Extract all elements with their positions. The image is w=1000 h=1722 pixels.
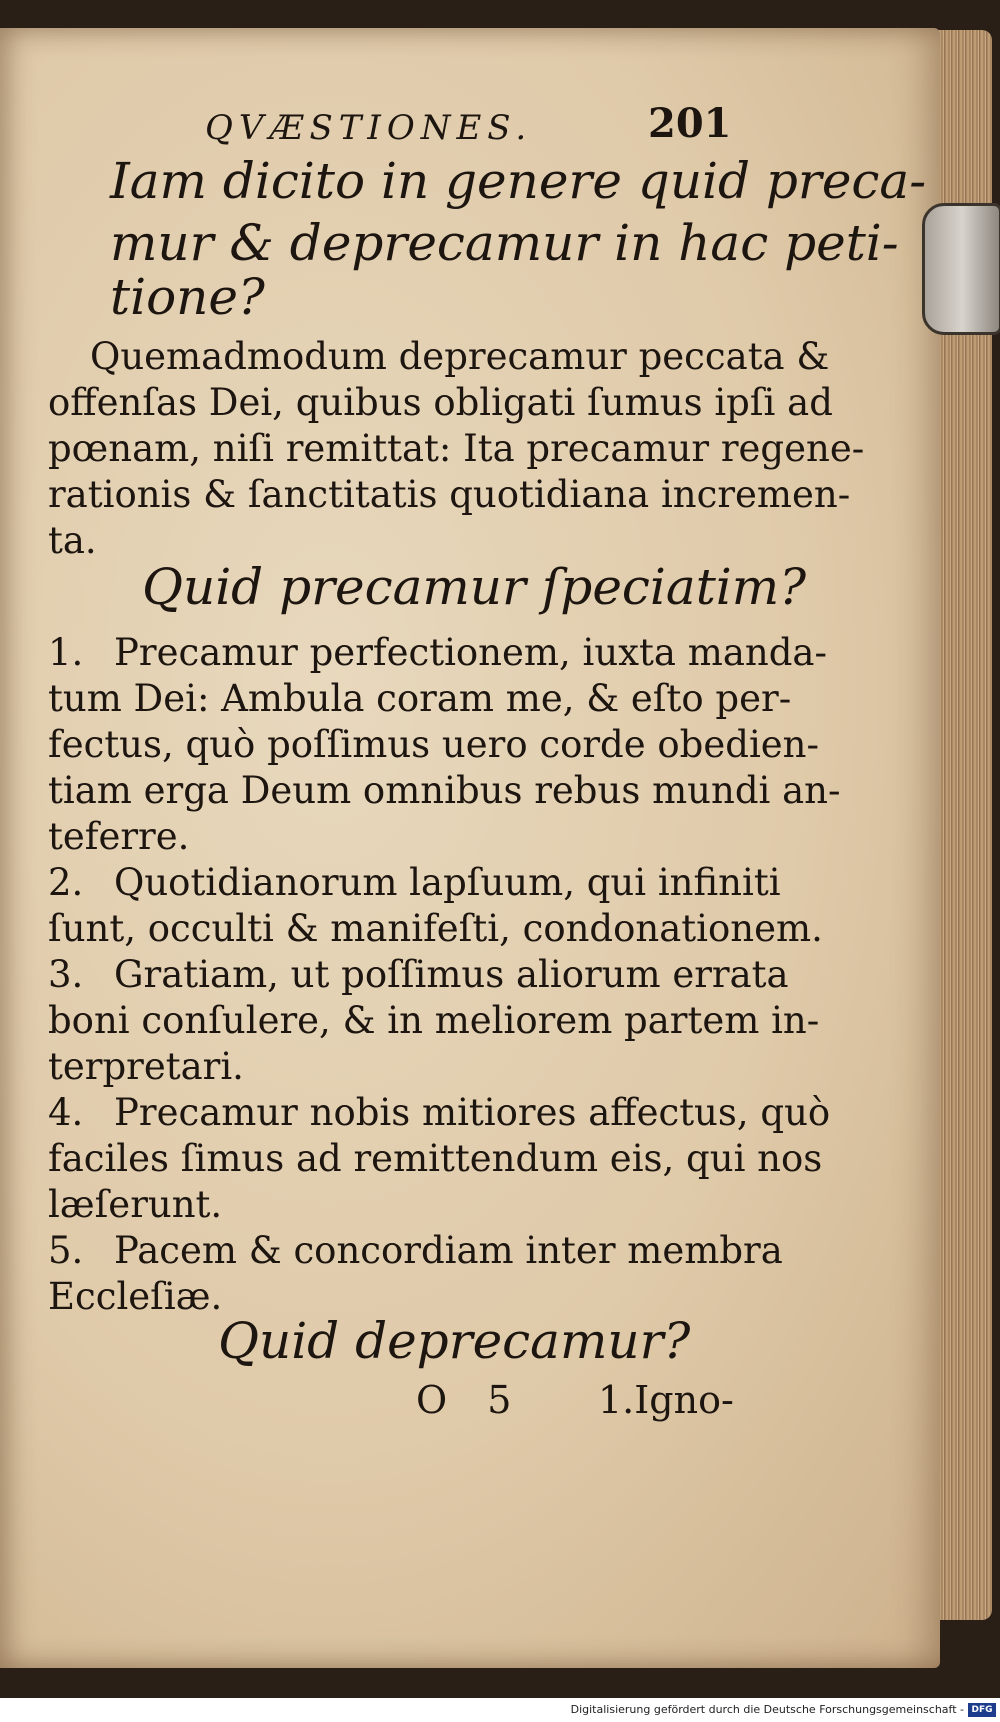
list-item-5-line-2: Eccleſiæ. <box>48 1275 223 1318</box>
list-item-4-line-2: faciles ſimus ad remittendum eis, qui nos <box>48 1137 823 1180</box>
list-item-1-line-2: tum Dei: Ambula coram me, & eſto per- <box>48 677 792 720</box>
list-item-5-text: Pacem & concordiam inter membra <box>114 1229 783 1272</box>
list-item-4-text: Precamur nobis mitiores affectus, quò <box>114 1091 831 1134</box>
list-item-3-line-2: boni conſulere, & in meliorem partem in- <box>48 999 820 1042</box>
bookmark-tab <box>922 203 1000 335</box>
question-2: Quid precamur ſpeciatim? <box>142 558 807 616</box>
list-item-4-number: 4. <box>48 1091 84 1134</box>
question-3: Quid deprecamur? <box>218 1312 691 1370</box>
list-item-1-text: Precamur perfectionem, iuxta manda- <box>114 631 827 674</box>
scan-credit-text: Digitalisierung gefördert durch die Deutsche Forschungsgemeinschaft - <box>570 1703 964 1716</box>
dfg-logo: DFG <box>968 1703 996 1717</box>
list-item-3-text: Gratiam, ut poſſimus aliorum errata <box>114 953 789 996</box>
answer-1-line-5: ta. <box>48 519 97 562</box>
list-item-1-number: 1. <box>48 631 84 674</box>
list-item-4-line-3: læſerunt. <box>48 1183 223 1226</box>
list-item-1-line-5: teferre. <box>48 815 190 858</box>
list-item-3-line-1 <box>48 952 789 997</box>
list-item-2-line-2: ſunt, occulti & manifeſti, condonationem. <box>48 907 823 950</box>
signature-mark: O 5 <box>416 1378 526 1422</box>
answer-1-line-4: rationis & ſanctitatis quotidiana incremen- <box>48 473 851 516</box>
list-item-5-number: 5. <box>48 1229 84 1272</box>
list-item-2-line-1 <box>48 860 781 905</box>
list-item-1-line-4: tiam erga Deum omnibus rebus mundi an- <box>48 769 841 812</box>
question-1-line-2: mur & deprecamur in hac peti- <box>110 214 899 272</box>
list-item-2-text: Quotidianorum lapſuum, qui infiniti <box>114 861 781 904</box>
list-item-3-number: 3. <box>48 953 84 996</box>
list-item-3-line-3: terpretari. <box>48 1045 244 1088</box>
answer-1-line-1: Quemadmodum deprecamur peccata & <box>90 335 830 378</box>
list-item-5-line-1 <box>48 1228 783 1273</box>
question-1-line-3: tione? <box>110 268 265 326</box>
catchword: 1.Igno- <box>598 1378 734 1422</box>
question-1-line-1: Iam dicito in genere quid preca- <box>110 152 927 210</box>
list-item-1-line-3: fectus, quò poſſimus uero corde obedien- <box>48 723 820 766</box>
list-item-4-line-1 <box>48 1090 830 1135</box>
list-item-2-number: 2. <box>48 861 84 904</box>
answer-1-line-3: pœnam, niſi remittat: Ita precamur regene- <box>48 427 865 470</box>
list-item-1-line-1 <box>48 630 827 675</box>
page-number: 201 <box>648 100 732 147</box>
running-title: QVÆSTIONES. <box>205 108 533 148</box>
answer-1-line-2: offenſas Dei, quibus obligati ſumus ipſi ad <box>48 381 833 424</box>
